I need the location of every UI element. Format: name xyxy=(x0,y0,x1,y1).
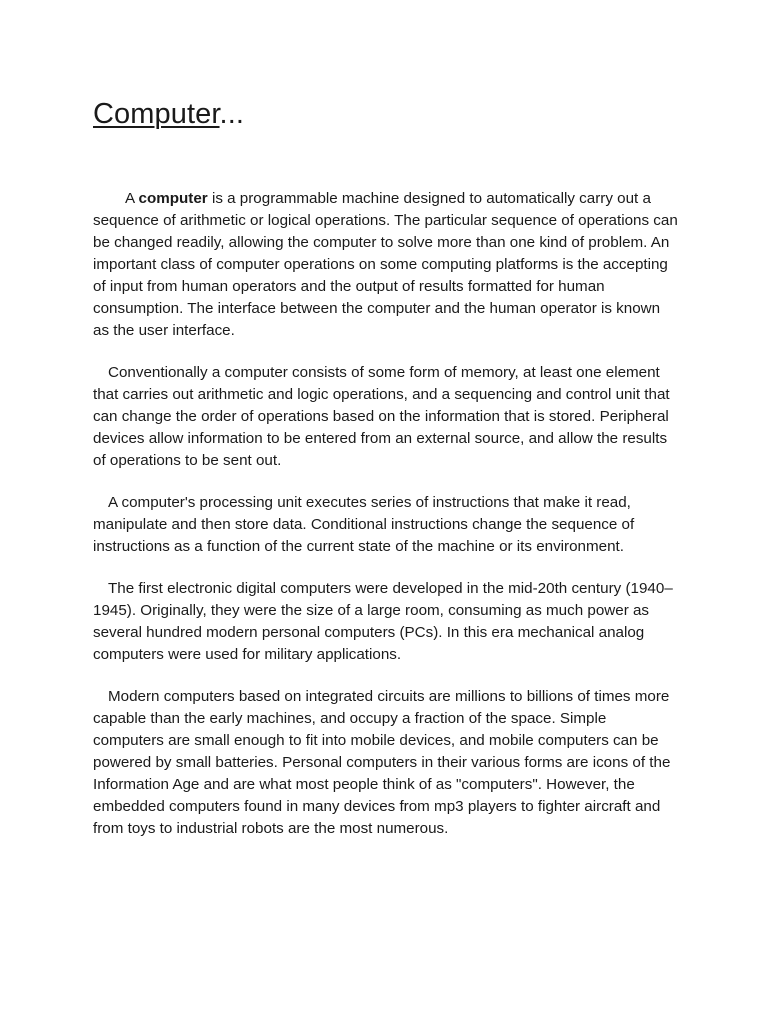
page-title xyxy=(93,94,244,134)
paragraph-1-bold-term: computer xyxy=(138,190,208,207)
paragraph-5: Modern computers based on integrated circuits are millions to billions of times more capable than the early machines, and occupy a fraction of the space. Simple computers are small enough to fit into mobile devices, and mobile computers can be powered by small batteries. Personal computers in their various forms are icons of the Information Age and are what most people think of as "computers". However, the embedded computers found in many devices from mp3 players to fighter aircraft and from toys to industrial robots are the most numerous. xyxy=(93,688,671,837)
paragraph-2: Conventionally a computer consists of some form of memory, at least one element that carries out arithmetic and logic operations, and a sequencing and control unit that can change the order of operations based on the information that is stored. Peripheral devices allow information to be entered from an external source, and allow the results of operations to be sent out. xyxy=(93,364,670,469)
paragraph-1 xyxy=(93,188,678,342)
paragraph-4: The first electronic digital computers were developed in the mid-20th century (1940–1945). Originally, they were the size of a large room, consuming as much power as several hundred modern personal computers (PCs). In this era mechanical analog computers were used for military applications. xyxy=(93,580,673,663)
title-ellipsis: ... xyxy=(219,98,245,130)
paragraph-1-text: is a programmable machine designed to automatically carry out a sequence of arithmetic or logical operations. The particular sequence of operations can be changed readily, allowing the computer to solve more than one kind of problem. An important class of computer operations on some computing platforms is the accepting of input from human operators and the output of results formatted for human consumption. The interface between the computer and the human operator is known as the user interface. xyxy=(93,190,678,339)
article-body xyxy=(93,188,678,840)
paragraph-1-prefix: A xyxy=(125,190,139,207)
paragraph-3: A computer's processing unit executes series of instructions that make it read, manipulate and then store data. Conditional instructions change the sequence of instructions as a function of the current state of the machine or its environment. xyxy=(93,494,635,555)
title-word: Computer xyxy=(93,98,220,130)
